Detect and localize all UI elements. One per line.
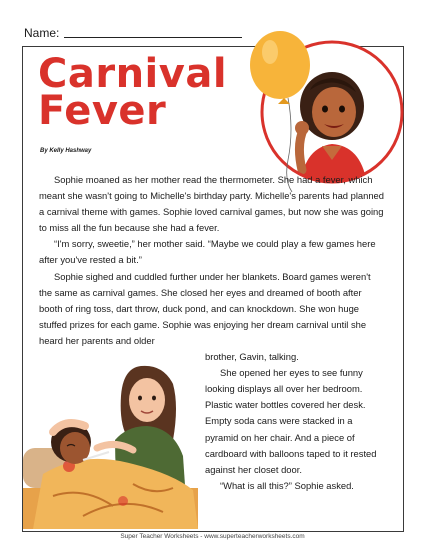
paragraph: “I'm sorry, sweetie,” her mother said. “Maybe we could play a few games here after you've rested a bit.” xyxy=(39,238,376,266)
girl-with-balloon-illustration xyxy=(244,20,404,195)
story-text xyxy=(39,172,384,494)
paragraph: “What is all this?” Sophie asked. xyxy=(220,479,354,491)
byline: By Kelly Hashway xyxy=(40,148,92,154)
footer-credit: Super Teacher Worksheets - www.superteacherworksheets.com xyxy=(120,533,305,540)
name-label: Name: xyxy=(24,26,60,40)
paragraph: Sophie sighed and cuddled further under her blankets. Board games weren't the same as carnival games. She closed her eyes and dreamed of booth after booth of ring toss, dart throw, duck pond, and can knockdown. She won huge stuffed prizes for each game. Sophie was enjoying her dream carnival until she heard her parents and older xyxy=(39,270,371,346)
paragraph-continued: brother, Gavin, talking. xyxy=(205,351,299,363)
title-line-2: Fever xyxy=(38,88,167,134)
name-field-line[interactable] xyxy=(64,37,242,38)
story-title xyxy=(38,51,228,134)
title-line-1: Carnival xyxy=(38,51,228,97)
paragraph: She opened her eyes to see funny looking displays all over her bedroom. Plastic water bottles covered her desk. Empty soda cans were stacked in a pyramid on her chair. And a piece of cardboard with balloons taped to it rested against her closet door. xyxy=(205,367,377,475)
paragraph: Sophie moaned as her mother read the thermometer. She had a fever, which meant she wasn't going to Michelle's birthday party. Michelle's parents had planned a carnival theme with games. Sophie loved carnival games, but now she was going to miss all the fun because she had a fever. xyxy=(39,174,384,234)
